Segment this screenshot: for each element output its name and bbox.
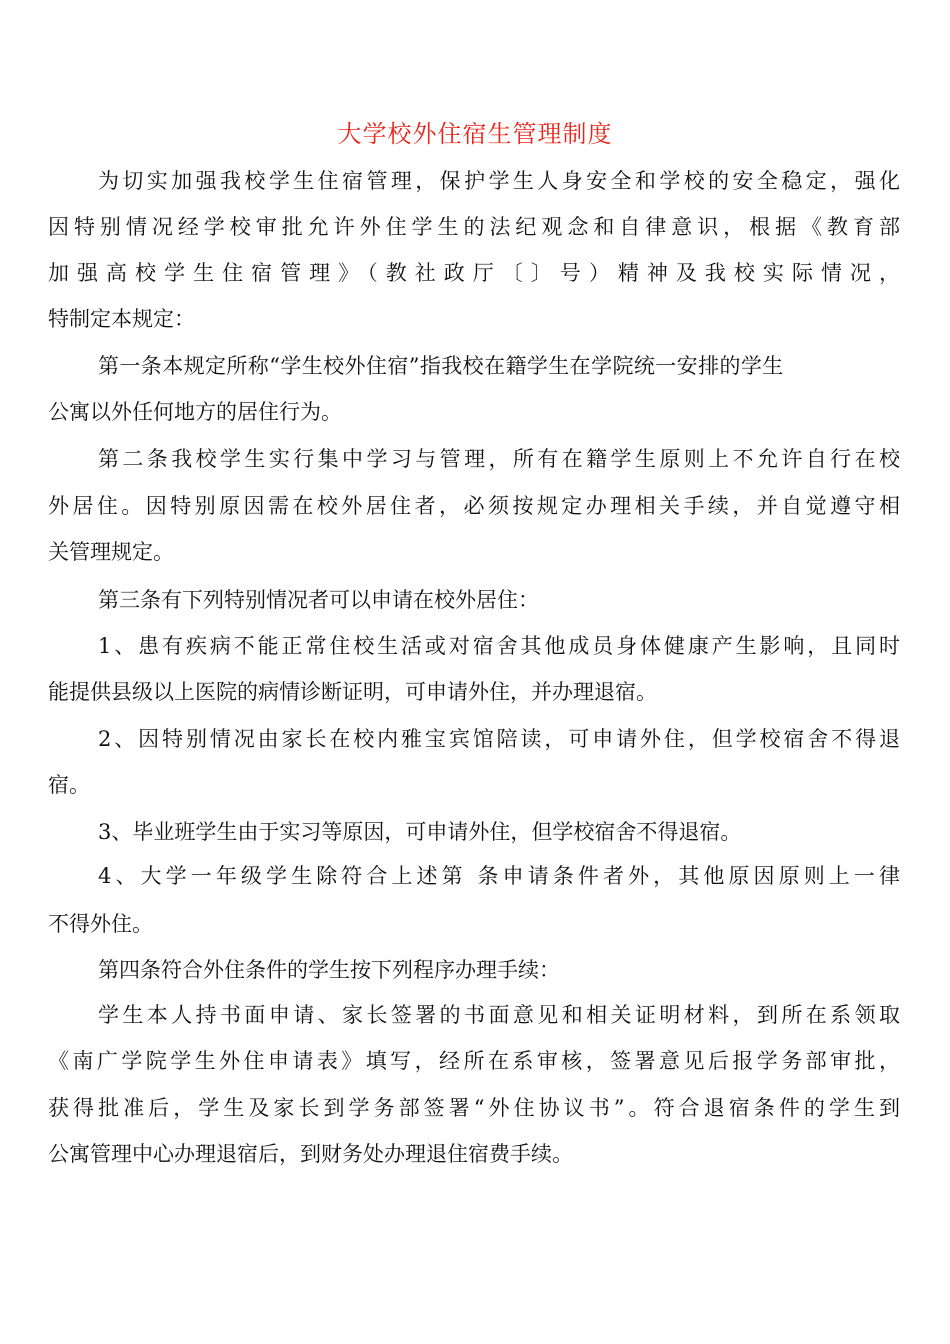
paragraph-line: 1、患有疾病不能正常住校生活或对宿舍其他成员身体健康产生影响，且同时: [98, 634, 900, 658]
paragraph-line: 加强高校学生住宿管理》（教社政厅〔〕号）精神及我校实际情况，: [48, 261, 900, 285]
paragraph-line: 第一条本规定所称“学生校外住宿”指我校在籍学生在学院统一安排的学生: [98, 354, 784, 378]
paragraph-line: 特制定本规定：: [48, 307, 195, 331]
paragraph-line: 关管理规定。: [48, 540, 174, 564]
document-title: 大学校外住宿生管理制度: [337, 120, 613, 148]
paragraph-line: 为切实加强我校学生住宿管理，保护学生人身安全和学校的安全稳定，强化: [98, 169, 900, 193]
paragraph-line: 公寓以外任何地方的居住行为。: [48, 400, 342, 424]
paragraph-line: 公寓管理中心办理退宿后，到财务处办理退住宿费手续。: [48, 1142, 573, 1166]
paragraph-line: 第四条符合外住条件的学生按下列程序办理手续：: [98, 958, 560, 982]
paragraph-line: 获得批准后，学生及家长到学务部签署“外住协议书”。符合退宿条件的学生到: [48, 1096, 900, 1120]
paragraph-line: 2、因特别情况由家长在校内雅宝宾馆陪读，可申请外住，但学校宿舍不得退: [98, 727, 900, 751]
paragraph-line: 《南广学院学生外住申请表》填写，经所在系审核，签署意见后报学务部审批，: [48, 1049, 900, 1073]
paragraph-line: 因特别情况经学校审批允许外住学生的法纪观念和自律意识，根据《教育部: [48, 215, 900, 239]
paragraph-line: 能提供县级以上医院的病情诊断证明，可申请外住，并办理退宿。: [48, 680, 657, 704]
paragraph-line: 3、毕业班学生由于实习等原因，可申请外住，但学校宿舍不得退宿。: [98, 820, 742, 844]
paragraph-line: 4、大学一年级学生除符合上述第 条申请条件者外，其他原因原则上一律: [98, 864, 900, 888]
paragraph-line: 不得外住。: [48, 912, 153, 936]
paragraph-line: 宿。: [48, 773, 90, 797]
paragraph-line: 学生本人持书面申请、家长签署的书面意见和相关证明材料，到所在系领取: [98, 1003, 900, 1027]
paragraph-line: 外居住。因特别原因需在校外居住者，必须按规定办理相关手续，并自觉遵守相: [48, 494, 900, 518]
paragraph-line: 第二条我校学生实行集中学习与管理，所有在籍学生原则上不允许自行在校: [98, 447, 900, 471]
paragraph-line: 第三条有下列特别情况者可以申请在校外居住：: [98, 588, 539, 612]
